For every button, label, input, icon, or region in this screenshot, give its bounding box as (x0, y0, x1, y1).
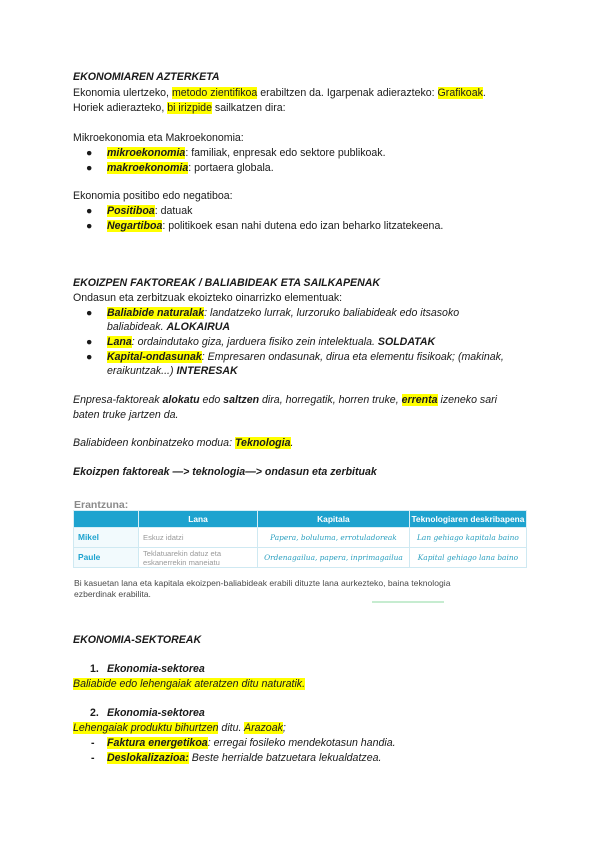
bullet-icon: ● (86, 162, 93, 174)
decorative-bar (372, 601, 444, 603)
section-title-ekonomiaren-azterketa: EKONOMIAREN AZTERKETA (73, 71, 220, 83)
highlight: errenta (401, 394, 438, 406)
section-title-ekonomia-sektoreak: EKONOMIA-SEKTOREAK (73, 634, 202, 646)
list-item-continuation: eraikuntzak...) INTERESAK (107, 365, 238, 377)
highlight: metodo zientifikoa (171, 87, 258, 99)
dash-bullet: - (91, 752, 95, 764)
table-caption: Bi kasuetan lana eta kapitala ekoizpen-baliabideak erabili dituzte lana aurkezteko, baina teknologia ezberdinak erabilita. (74, 578, 451, 599)
list-item-continuation: baliabideak. ALOKAIRUA (107, 321, 231, 333)
highlight: Teknologia (234, 437, 291, 449)
subsection-title: Ekonomia-sektorea (107, 707, 205, 719)
bullet-icon: ● (86, 220, 93, 232)
paragraph-line: Horiek adierazteko, bi irizpide sailkatzen dira: (73, 102, 286, 114)
paragraph-line: Lehengaiak produktu bihurtzen ditu. Arazoak; (73, 722, 286, 734)
table-header-row (74, 511, 527, 528)
table-header-cell: Lana (139, 511, 258, 528)
list-item: makroekonomia: portaera globala. (107, 162, 274, 174)
table-header-cell: Kapitala (258, 511, 410, 528)
paragraph-line: Enpresa-faktoreak alokatu edo saltzen dira, horregatik, horren truke, errenta izeneko sari (73, 394, 497, 406)
paragraph-line: Ekonomia positibo edo negatiboa: (73, 190, 233, 202)
section-title-ekoizpen-faktoreak: EKOIZPEN FAKTOREAK / BALIABIDEAK ETA SAILKAPENAK (73, 277, 381, 289)
cell-lana: Eskuz idatzi (139, 528, 258, 548)
list-number: 1. (90, 663, 99, 675)
cell-teknologia: Kapital gehiago lana baino (409, 548, 526, 568)
cell-kapitala: Papera, boluluma, errotuladoreak (258, 528, 410, 548)
cell-kapitala: Ordenagailua, papera, inprimagailua (258, 548, 410, 568)
bullet-icon: ● (86, 205, 93, 217)
highlight: Lehengaiak produktu bihurtzen (73, 722, 219, 734)
flow-line: Ekoizpen faktoreak —> teknologia—> ondasun eta zerbituak (73, 466, 377, 478)
list-item: Baliabide naturalak: landatzeko lurrak, lurzoruko baliabideak edo itsasoko (107, 307, 460, 319)
cell-lana: Teklatuarekin datuz eta eskanerrekin maneiatu (139, 548, 258, 568)
list-item: Kapital-ondasunak: Empresaren ondasunak, dirua eta elementu fisikoak; (makinak, (107, 351, 504, 363)
list-item: Deslokalizazioa: Beste herrialde batzuetara lekualdatzea. (107, 752, 382, 764)
bullet-icon: ● (86, 336, 93, 348)
paragraph-line (73, 677, 533, 692)
paragraph-line: baten truke jartzen da. (73, 409, 179, 421)
row-name: Paule (74, 548, 139, 568)
list-item: Lana: ordaindutako giza, jarduera fisiko zein intelektuala. SOLDATAK (107, 336, 436, 348)
paragraph-line: Mikroekonomia eta Makroekonomia: (73, 132, 244, 144)
paragraph-line: Ondasun eta zerbitzuak ekoizteko oinarrizko elementuak: (73, 292, 343, 304)
list-item: Faktura energetikoa: erregai fosileko mendekotasun handia. (107, 737, 396, 749)
table-row (74, 528, 527, 548)
technology-table (73, 510, 527, 568)
cell-teknologia: Lan gehiago kapitala baino (409, 528, 526, 548)
list-item: Positiboa: datuak (107, 205, 193, 217)
highlight: Arazoak (244, 722, 283, 734)
bullet-icon: ● (86, 307, 93, 319)
table-row (74, 548, 527, 568)
highlight: Grafikoak (437, 87, 483, 99)
paragraph-line: Ekonomia ulertzeko, metodo zientifikoa erabiltzen da. Igarpenak adierazteko: Grafikoak. (73, 87, 486, 99)
list-item: mikroekonomia: familiak, enpresak edo sektore publikoak. (107, 147, 386, 159)
bullet-icon: ● (86, 351, 93, 363)
list-number: 2. (90, 707, 99, 719)
highlight: bi irizpide (167, 102, 212, 114)
highlight: Baliabide edo lehengaiak ateratzen ditu naturatik. (73, 678, 306, 690)
table-header-cell (74, 511, 139, 528)
table-header-cell: Teknologiaren deskribapena (409, 511, 526, 528)
answer-label: Erantzuna: (74, 499, 129, 511)
bullet-icon: ● (86, 147, 93, 159)
subsection-title: Ekonomia-sektorea (107, 663, 205, 675)
row-name: Mikel (74, 528, 139, 548)
dash-bullet: - (91, 737, 95, 749)
list-item: Negartiboa: politikoek esan nahi dutena edo izan beharko litzatekeena. (107, 220, 444, 232)
paragraph-line: Baliabideen konbinatzeko modua: Teknologia. (73, 437, 294, 449)
